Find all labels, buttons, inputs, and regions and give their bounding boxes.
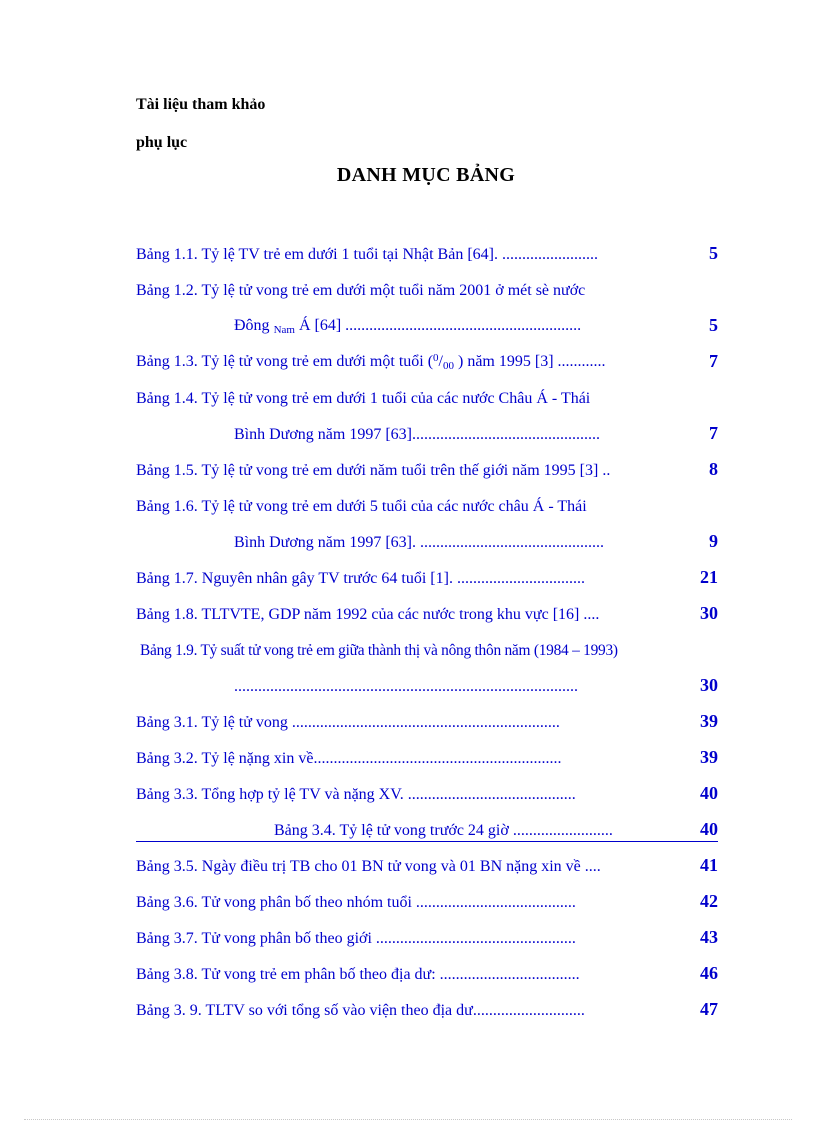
toc-entry[interactable] (136, 812, 718, 848)
toc-page-number: 8 (709, 459, 718, 479)
toc-page-number: 46 (700, 963, 718, 983)
toc-entry[interactable] (136, 524, 718, 560)
toc-page-number: 30 (700, 603, 718, 623)
toc-entry[interactable] (136, 596, 718, 632)
toc-entry-text: Bảng 1.5. Tỷ lệ tử vong trẻ em dưới năm tuổi trên thế giới năm 1995 [3] .. (136, 462, 611, 479)
toc-entry[interactable] (136, 308, 718, 344)
toc-entry[interactable] (136, 956, 718, 992)
toc-entry-text: Bình Dương năm 1997 [63]............................................... (234, 426, 601, 443)
toc-entry-text: ...................................................................................... (234, 678, 578, 695)
toc-page-number: 41 (700, 855, 718, 875)
toc-entry-text: Bình Dương năm 1997 [63]. .............................................. (234, 534, 605, 551)
toc-entry-text: Bảng 1.1. Tỷ lệ TV trẻ em dưới 1 tuổi tại Nhật Bản [64]. ........................ (136, 246, 598, 263)
table-of-contents (136, 236, 718, 1028)
toc-entry[interactable] (136, 632, 718, 668)
toc-page-number: 7 (709, 351, 718, 371)
page-bottom-divider (24, 1119, 792, 1120)
toc-entry[interactable] (136, 992, 718, 1028)
toc-page-number: 42 (700, 891, 718, 911)
toc-entry-text: Bảng 3.4. Tỷ lệ tử vong trước 24 giờ ......................... (274, 822, 613, 839)
toc-entry[interactable] (136, 452, 718, 488)
toc-entry[interactable] (136, 776, 718, 812)
toc-page-number: 5 (709, 315, 718, 335)
toc-entry[interactable] (136, 848, 718, 884)
toc-entry-text: Đông $_{Nam}$ Á [64] ........................................................... (234, 317, 582, 336)
toc-entry-text: Bảng 3.1. Tỷ lệ tử vong ................................................................... (136, 714, 560, 731)
toc-entry-text: Bảng 1.4. Tỷ lệ tử vong trẻ em dưới 1 tuổi của các nước Châu Á - Thái (136, 390, 591, 407)
section-heading-appendix: phụ lục (136, 134, 188, 151)
toc-entry[interactable] (136, 560, 718, 596)
toc-entry-text: Bảng 3.2. Tỷ lệ nặng xin về.............................................................. (136, 750, 562, 767)
toc-page-number: 39 (700, 711, 718, 731)
toc-entry[interactable] (136, 488, 718, 524)
toc-page-number: 7 (709, 423, 718, 443)
toc-entry[interactable] (136, 416, 718, 452)
toc-page-number: 9 (709, 531, 718, 551)
section-heading-references: Tài liệu tham khảo (136, 96, 266, 113)
toc-page-number: 39 (700, 747, 718, 767)
toc-entry-text: Bảng 1.3. Tỷ lệ tử vong trẻ em dưới một tuổi ($^0/_{00}$ ) năm 1995 [3] ............ (136, 352, 606, 372)
toc-entry-text: Bảng 1.8. TLTVTE, GDP năm 1992 của các nước trong khu vực [16] .... (136, 606, 600, 623)
page-title: DANH MỤC BẢNG (336, 164, 516, 186)
toc-page-number: 5 (709, 243, 718, 263)
toc-entry-text: Bảng 3.5. Ngày điều trị TB cho 01 BN tử vong và 01 BN nặng xin về .... (136, 858, 601, 875)
toc-entry-text: Bảng 3. 9. TLTV so với tổng số vào viện theo địa dư............................ (136, 1002, 585, 1019)
toc-entry[interactable] (136, 920, 718, 956)
toc-entry[interactable] (136, 704, 718, 740)
toc-entry[interactable] (136, 236, 718, 272)
toc-entry[interactable] (136, 884, 718, 920)
toc-entry-text: Bảng 1.9. Tỷ suất tử vong trẻ em giữa thành thị và nông thôn năm (1984 – 1993) (140, 642, 618, 659)
toc-entry[interactable] (136, 272, 718, 308)
toc-entry-text: Bảng 3.7. Tử vong phân bố theo giới .................................................. (136, 930, 576, 947)
toc-page-number: 40 (700, 783, 718, 803)
toc-entry-text: Bảng 1.2. Tỷ lệ tử vong trẻ em dưới một tuổi năm 2001 ở mét sè nước (136, 282, 586, 299)
toc-entry[interactable] (136, 740, 718, 776)
toc-page-number: 40 (700, 819, 718, 839)
toc-entry-text: Bảng 1.7. Nguyên nhân gây TV trước 64 tuổi [1]. ................................ (136, 570, 585, 587)
toc-entry-text: Bảng 3.3. Tổng hợp tỷ lệ TV và nặng XV. .......................................... (136, 786, 576, 803)
toc-entry[interactable] (136, 668, 718, 704)
toc-entry-text: Bảng 3.6. Tử vong phân bố theo nhóm tuổi ........................................ (136, 894, 576, 911)
toc-underline (136, 841, 718, 842)
toc-page-number: 43 (700, 927, 718, 947)
toc-page-number: 21 (700, 567, 718, 587)
toc-page-number: 30 (700, 675, 718, 695)
toc-entry-text: Bảng 3.8. Tử vong trẻ em phân bố theo địa dư: ................................... (136, 966, 580, 983)
toc-entry-text: Bảng 1.6. Tỷ lệ tử vong trẻ em dưới 5 tuổi của các nước châu Á - Thái (136, 498, 587, 515)
toc-entry[interactable] (136, 380, 718, 416)
toc-page-number: 47 (700, 999, 718, 1019)
toc-entry[interactable] (136, 344, 718, 380)
